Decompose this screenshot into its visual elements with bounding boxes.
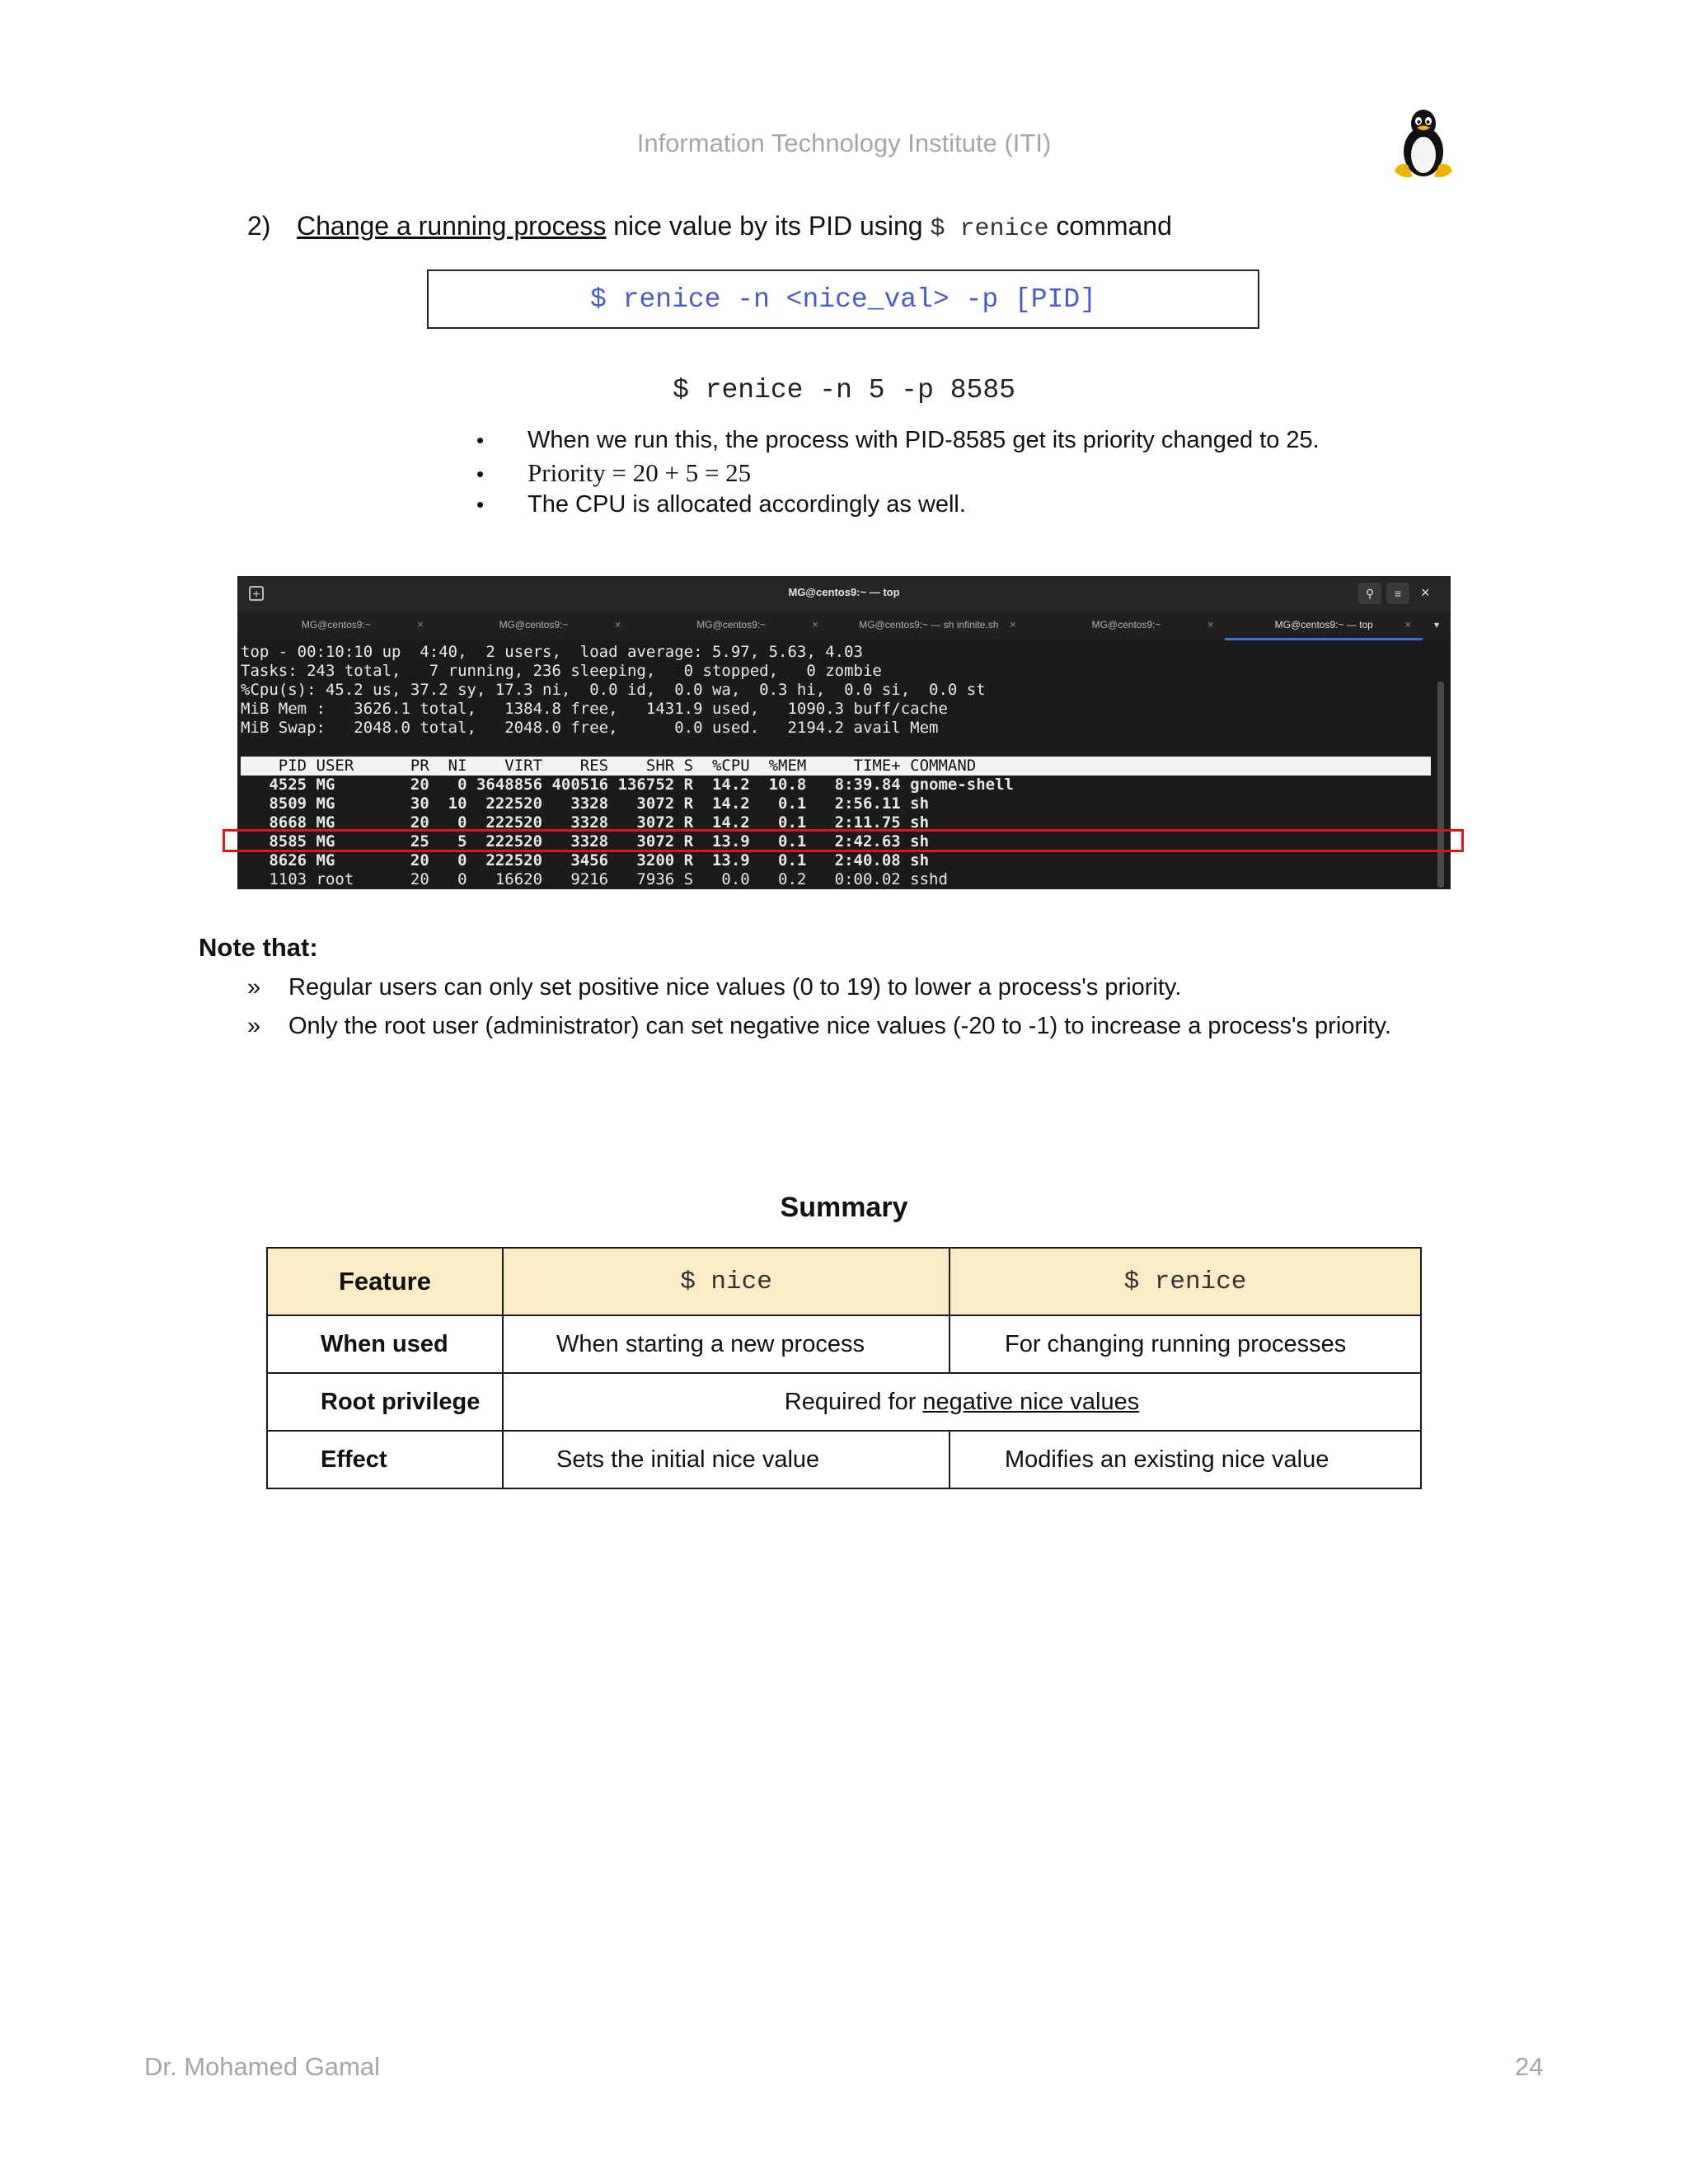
table-cell: Required for negative nice values — [503, 1373, 1421, 1431]
header-cell: $ nice — [503, 1248, 950, 1315]
table-row — [267, 1373, 1421, 1431]
terminal-tab[interactable]: MG@centos9:~ × — [632, 612, 830, 640]
page-header-title: Information Technology Institute (ITI) — [636, 129, 1052, 157]
footer-author: Dr. Mohamed Gamal — [144, 2052, 380, 2081]
bullet-item: • The CPU is allocated accordingly as well. — [476, 491, 966, 518]
summary-table — [266, 1247, 1422, 1489]
note-item: » Regular users can only set positive nice values (0 to 19) to lower a process's priority. — [247, 974, 1182, 1001]
top-table-header: PID USER PR NI VIRT RES SHR S %CPU %MEM TIME+ COMMAND — [241, 757, 1431, 776]
process-row: 1103 root 20 0 16620 9216 7936 S 0.0 0.2 0:00.02 sshd — [241, 870, 948, 888]
row-label: Effect — [267, 1431, 503, 1488]
table-cell: When starting a new process — [503, 1315, 950, 1373]
close-icon[interactable]: × — [1404, 618, 1412, 630]
search-icon[interactable]: ⚲ — [1358, 583, 1381, 604]
highlight-box — [223, 829, 1464, 852]
terminal-tab[interactable]: MG@centos9:~ — sh infinite.sh × — [830, 612, 1028, 640]
top-output — [241, 643, 1431, 889]
step-number: 2) — [247, 211, 271, 241]
step-line — [247, 211, 1172, 243]
tab-bar — [237, 612, 1451, 640]
close-icon[interactable]: × — [812, 618, 819, 630]
page-number: 24 — [1515, 2052, 1544, 2081]
process-row: 8626 MG 20 0 222520 3456 3200 R 13.9 0.1 2:40.08 sh — [241, 851, 930, 869]
bullet-item: • When we run this, the process with PID-8585 get its priority changed to 25. — [476, 427, 1320, 453]
tux-penguin-icon — [1390, 105, 1457, 181]
window-title: MG@centos9:~ — top — [788, 586, 900, 598]
table-row — [267, 1431, 1421, 1488]
step-text-mid: nice value by its PID using — [606, 211, 931, 241]
close-icon[interactable]: × — [1207, 618, 1214, 630]
summary-title: Summary — [780, 1192, 908, 1223]
process-row: 4525 MG 20 0 3648856 400516 136752 R 14.2 10.8 8:39.84 gnome-shell — [241, 776, 1014, 794]
top-summary-line: MiB Swap: 2048.0 total, 2048.0 free, 0.0 used. 2194.2 avail Mem — [241, 719, 939, 737]
terminal-tab[interactable]: MG@centos9:~ × — [435, 612, 633, 640]
process-row-highlighted: 8585 MG 25 5 222520 3328 3072 R 13.9 0.1 2:42.63 sh — [241, 832, 930, 851]
new-tab-icon[interactable]: + — [249, 586, 264, 601]
step-link-text: Change a running process — [297, 211, 607, 241]
close-icon[interactable]: × — [614, 618, 621, 630]
step-text-end: command — [1048, 211, 1172, 241]
terminal-scrollbar[interactable] — [1437, 682, 1444, 888]
terminal-titlebar — [237, 576, 1451, 612]
note-item: » Only the root user (administrator) can set negative nice values (-20 to -1) to increase a process's priority. — [247, 1013, 1391, 1039]
header-cell: Feature — [267, 1248, 503, 1315]
table-header-row — [267, 1248, 1421, 1315]
top-summary-line: top - 00:10:10 up 4:40, 2 users, load average: 5.97, 5.63, 4.03 — [241, 643, 863, 661]
close-icon[interactable]: × — [1010, 618, 1016, 630]
process-row: 8668 MG 20 0 222520 3328 3072 R 14.2 0.1 2:11.75 sh — [241, 813, 930, 832]
menu-icon[interactable]: ≡ — [1386, 583, 1409, 604]
close-icon[interactable]: × — [417, 618, 424, 630]
bullet-item: • Priority = 20 + 5 = 25 — [476, 458, 752, 487]
top-summary-line: Tasks: 243 total, 7 running, 236 sleeping, 0 stopped, 0 zombie — [241, 662, 882, 680]
top-summary-line: MiB Mem : 3626.1 total, 1384.8 free, 1431.9 used, 1090.3 buff/cache — [241, 700, 948, 718]
top-summary-line: %Cpu(s): 45.2 us, 37.2 sy, 17.3 ni, 0.0 id, 0.0 wa, 0.3 hi, 0.0 si, 0.0 st — [241, 681, 986, 699]
tab-dropdown-icon[interactable]: ▾ — [1434, 619, 1440, 630]
example-command: $ renice -n 5 -p 8585 — [673, 375, 1015, 405]
close-icon[interactable]: × — [1421, 584, 1430, 601]
step-command: $ renice — [930, 215, 1049, 243]
terminal-tab[interactable]: MG@centos9:~ × — [1028, 612, 1226, 640]
header-cell: $ renice — [950, 1248, 1421, 1315]
row-label: When used — [267, 1315, 503, 1373]
process-row: 8509 MG 30 10 222520 3328 3072 R 14.2 0.1 2:56.11 sh — [241, 794, 930, 813]
table-cell: Sets the initial nice value — [503, 1431, 950, 1488]
terminal-tab-active[interactable]: MG@centos9:~ — top × — [1225, 612, 1423, 640]
terminal-tab[interactable]: MG@centos9:~ × — [237, 612, 435, 640]
row-label: Root privilege — [267, 1373, 503, 1431]
note-title: Note that: — [199, 933, 318, 962]
table-row — [267, 1315, 1421, 1373]
syntax-box: $ renice -n <nice_val> -p [PID] — [427, 269, 1259, 329]
table-cell: Modifies an existing nice value — [950, 1431, 1421, 1488]
table-cell: For changing running processes — [950, 1315, 1421, 1373]
